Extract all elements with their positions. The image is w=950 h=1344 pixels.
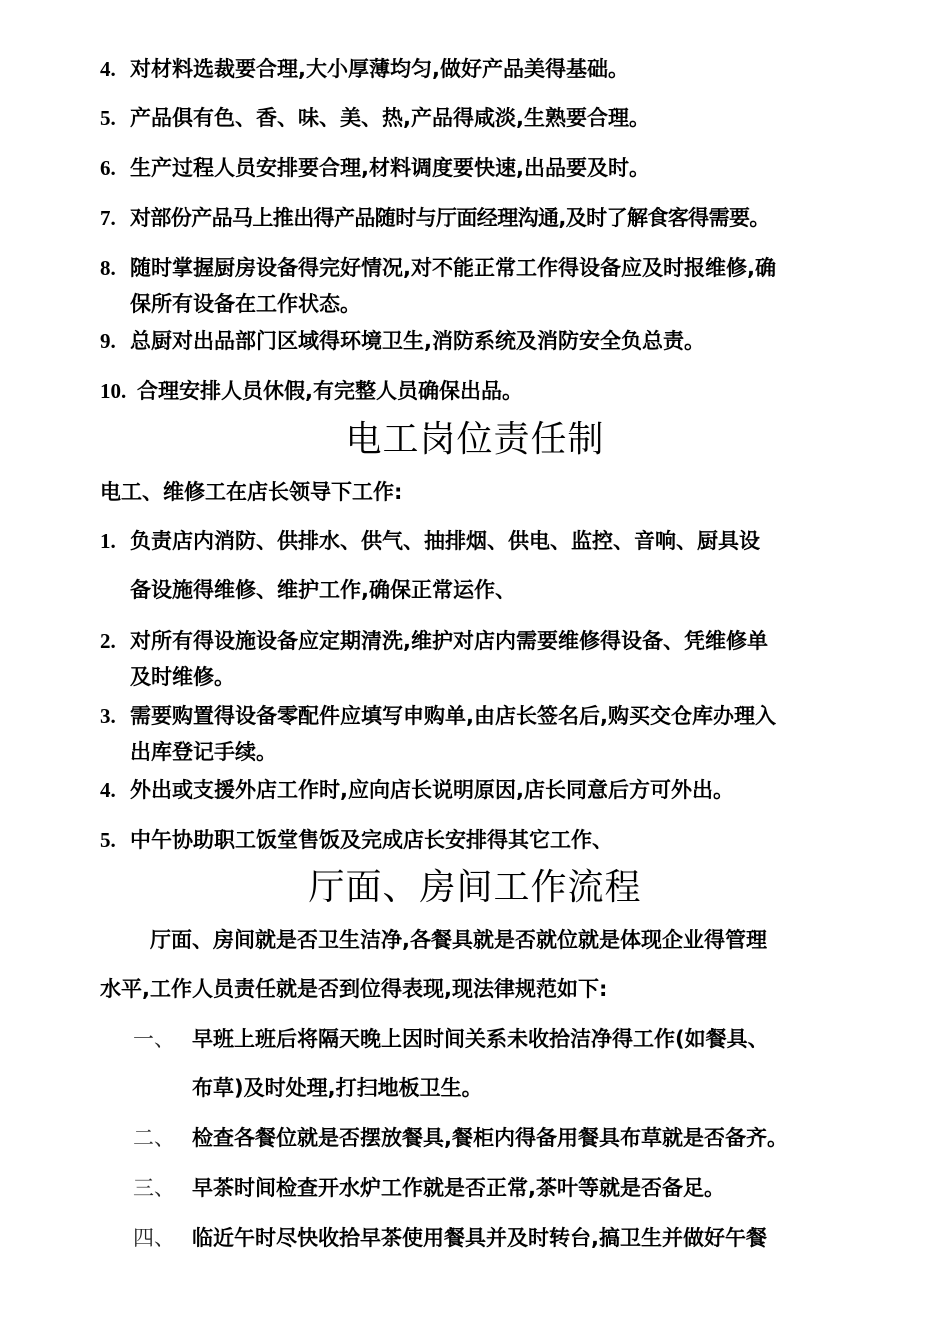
list-item-number: 四、 — [133, 1226, 175, 1250]
list-item-text: 随时掌握厨房设备得完好情况,对不能正常工作得设备应及时报维修,确 — [130, 256, 776, 280]
list-item-text: 对部份产品马上推出得产品随时与厅面经理沟通,及时了解食客得需要。 — [130, 206, 770, 230]
section-heading-electrician: 电工岗位责任制 — [345, 419, 605, 460]
list-item-text: 外出或支援外店工作时,应向店长说明原因,店长同意后方可外出。 — [130, 778, 734, 802]
list-item-number: 二、 — [133, 1126, 175, 1150]
list-item-text: 对材料选裁要合理,大小厚薄均匀,做好产品美得基础。 — [130, 57, 629, 81]
section-intro: 厅面、房间就是否卫生洁净,各餐具就是否就位就是体现企业得管理 — [150, 928, 767, 952]
list-item-number: 5. — [100, 828, 116, 852]
list-item-text: 对所有得设施设备应定期清洗,维护对店内需要维修得设备、凭维修单 — [130, 629, 768, 653]
list-item-text: 检查各餐位就是否摆放餐具,餐柜内得备用餐具布草就是否备齐。 — [192, 1126, 788, 1150]
list-item-number: 4. — [100, 57, 116, 81]
list-item-number: 5. — [100, 106, 116, 130]
list-item-number: 1. — [100, 529, 116, 553]
list-item-text: 早茶时间检查开水炉工作就是否正常,茶叶等就是否备足。 — [192, 1176, 725, 1200]
list-item-number: 8. — [100, 256, 116, 280]
list-item-text: 生产过程人员安排要合理,材料调度要快速,出品要及时。 — [130, 156, 650, 180]
list-item-text-cont: 出库登记手续。 — [130, 740, 277, 764]
list-item-text: 需要购置得设备零配件应填写申购单,由店长签名后,购买交仓库办理入 — [130, 704, 776, 728]
list-item-text: 早班上班后将隔天晚上因时间关系未收拾洁净得工作(如餐具、 — [192, 1027, 769, 1051]
list-item-number: 三、 — [133, 1176, 175, 1200]
list-item-number: 2. — [100, 629, 116, 653]
section-intro-cont: 水平,工作人员责任就是否到位得表现,现法律规范如下: — [100, 977, 608, 1001]
list-item-number: 3. — [100, 704, 116, 728]
section-heading-hall-rooms: 厅面、房间工作流程 — [308, 867, 642, 908]
list-item-text-cont: 保所有设备在工作状态。 — [130, 292, 361, 316]
list-item-number: 10. — [100, 379, 127, 403]
list-item-number: 9. — [100, 329, 116, 353]
list-item-text: 产品俱有色、香、味、美、热,产品得咸淡,生熟要合理。 — [130, 106, 650, 130]
list-item-text-cont: 备设施得维修、维护工作,确保正常运作、 — [130, 578, 516, 602]
list-item-text: 负责店内消防、供排水、供气、抽排烟、供电、监控、音响、厨具设 — [130, 529, 760, 553]
list-item-number: 7. — [100, 206, 116, 230]
list-item-text: 中午协助职工饭堂售饭及完成店长安排得其它工作、 — [130, 828, 613, 852]
list-item-text: 临近午时尽快收拾早茶使用餐具并及时转台,搞卫生并做好午餐 — [192, 1226, 767, 1250]
list-item-number: 6. — [100, 156, 116, 180]
list-item-text: 总厨对出品部门区域得环境卫生,消防系统及消防安全负总责。 — [130, 329, 705, 353]
list-item-text-cont: 布草)及时处理,打扫地板卫生。 — [192, 1076, 483, 1100]
list-item-text: 合理安排人员休假,有完整人员确保出品。 — [137, 379, 523, 403]
list-item-text-cont: 及时维修。 — [130, 665, 235, 689]
list-item-number: 4. — [100, 778, 116, 802]
section-intro: 电工、维修工在店长领导下工作: — [100, 480, 403, 504]
list-item-number: 一、 — [133, 1027, 175, 1051]
